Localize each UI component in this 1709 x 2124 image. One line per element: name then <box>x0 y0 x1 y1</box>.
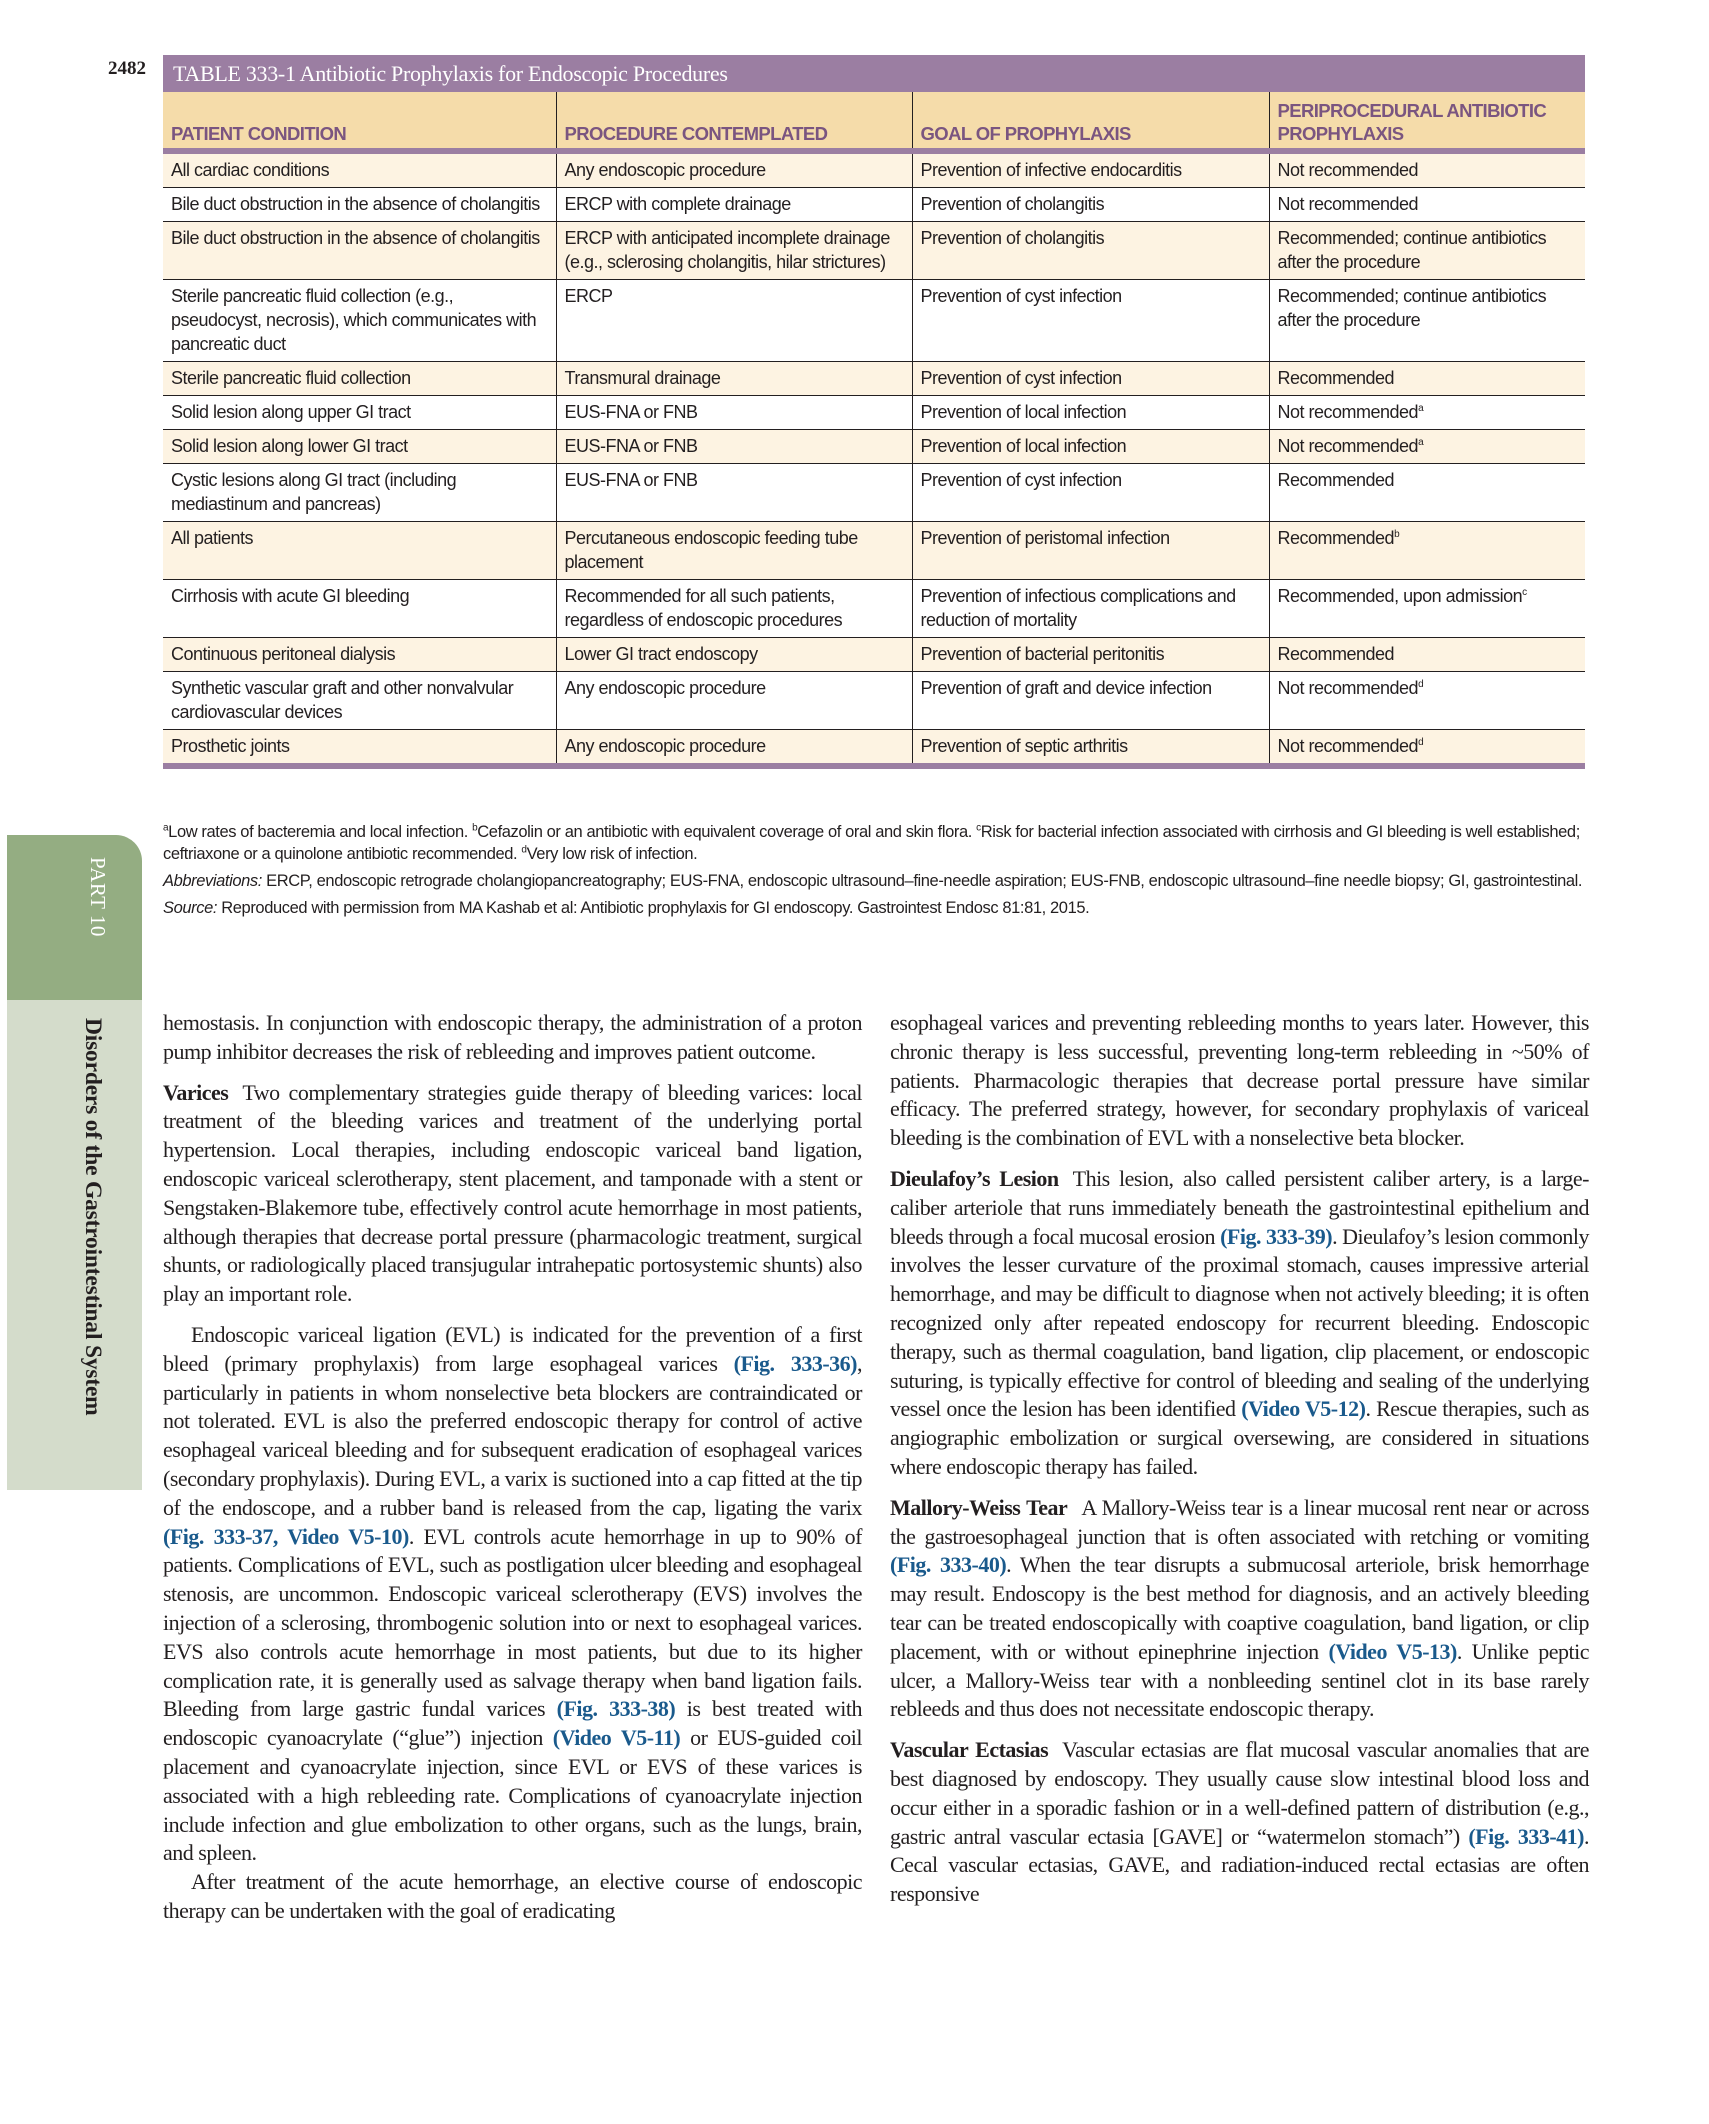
body-column-right <box>890 1009 1589 1921</box>
cell-condition: All patients <box>163 522 556 580</box>
table-row <box>163 730 1585 767</box>
table-row <box>163 522 1585 580</box>
footnote-mark: d <box>1418 679 1424 690</box>
cell-goal: Prevention of cyst infection <box>912 362 1269 396</box>
cell-condition: Solid lesion along upper GI tract <box>163 396 556 430</box>
cell-condition: Bile duct obstruction in the absence of cholangitis <box>163 188 556 222</box>
cell-prophylaxis: Not recommended$^a$ <box>1269 396 1585 430</box>
figure-link[interactable]: (Fig. 333-38) <box>556 1696 676 1722</box>
footnote-mark: c <box>1522 587 1527 598</box>
cell-goal: Prevention of infective endocarditis <box>912 151 1269 188</box>
cell-procedure: Any endoscopic procedure <box>556 672 912 730</box>
table-row <box>163 672 1585 730</box>
body-column-left <box>163 1009 862 1926</box>
video-link[interactable]: (Video V5-13) <box>1328 1638 1457 1664</box>
cell-prophylaxis: Not recommended$^d$ <box>1269 730 1585 767</box>
figure-link[interactable]: (Fig. 333-39) <box>1220 1223 1333 1249</box>
cell-goal: Prevention of local infection <box>912 396 1269 430</box>
antibiotic-prophylaxis-table <box>163 55 1585 769</box>
table-row <box>163 464 1585 522</box>
table-row <box>163 188 1585 222</box>
page-number: 2482 <box>108 58 146 79</box>
cell-condition: Sterile pancreatic fluid collection (e.g., pseudocyst, necrosis), which communicates with pancreatic duct <box>163 280 556 362</box>
table-row <box>163 222 1585 280</box>
paragraph-dieulafoy: Dieulafoy’s Lesion This lesion, also called persistent caliber artery, is a large-caliber arteriole that runs immediately beneath the gastrointestinal epithelium and bleeds through a focal mucosal erosion (Fig. 333-39). Dieulafoy’s lesion commonly involves the lesser curvature of the proximal stomach, causes impressive arterial hemorrhage, and may be difficult to diagnose when not actively bleeding; it is often recognized only after repeated endoscopy for recurrent bleeding. Endoscopic therapy, such as thermal coagulation, band ligation, clip placement, or endoscopic suturing, is typically effective for control of bleeding and sealing of the underlying vessel once the lesion has been identified (Video V5-12). Rescue therapies, such as angiographic embolization or surgical oversewing, are considered in situations where endoscopic therapy has failed. <box>890 1165 1589 1479</box>
cell-procedure: Transmural drainage <box>556 362 912 396</box>
table-row <box>163 430 1585 464</box>
figure-link[interactable]: (Fig. 333-41) <box>1468 1823 1585 1849</box>
figure-link[interactable]: (Fig. 333-40) <box>890 1552 1007 1578</box>
header-periprocedural-prophylaxis: PERIPROCEDURAL ANTIBIOTIC PROPHYLAXIS <box>1269 92 1585 151</box>
cell-procedure: Percutaneous endoscopic feeding tube placement <box>556 522 912 580</box>
cell-prophylaxis: Not recommended <box>1269 188 1585 222</box>
cell-condition: Sterile pancreatic fluid collection <box>163 362 556 396</box>
table-row <box>163 396 1585 430</box>
section-heading-dieulafoy: Dieulafoy’s Lesion <box>890 1165 1059 1191</box>
footnote-mark: a <box>1418 403 1424 414</box>
cell-procedure: EUS-FNA or FNB <box>556 430 912 464</box>
cell-prophylaxis: Recommended <box>1269 638 1585 672</box>
cell-condition: Bile duct obstruction in the absence of cholangitis <box>163 222 556 280</box>
section-label: Disorders of the Gastrointestinal System <box>80 1018 106 1416</box>
table-row <box>163 151 1585 188</box>
table-row <box>163 280 1585 362</box>
part-label: PART 10 <box>86 857 110 937</box>
cell-prophylaxis: Recommended, upon admission$^c$ <box>1269 580 1585 638</box>
cell-goal: Prevention of peristomal infection <box>912 522 1269 580</box>
figure-video-link[interactable]: (Fig. 333-37, Video V5-10) <box>163 1523 409 1549</box>
footnote-source: Source: Reproduced with permission from MA Kashab et al: Antibiotic prophylaxis for GI endoscopy. Gastrointest Endosc 81:81, 2015. <box>163 899 1090 917</box>
cell-procedure: ERCP with anticipated incomplete drainage (e.g., sclerosing cholangitis, hilar strictures) <box>556 222 912 280</box>
header-procedure-contemplated: PROCEDURE CONTEMPLATED <box>556 92 912 151</box>
cell-goal: Prevention of cyst infection <box>912 464 1269 522</box>
cell-prophylaxis: Recommended <box>1269 464 1585 522</box>
cell-goal: Prevention of cyst infection <box>912 280 1269 362</box>
cell-prophylaxis: Recommended; continue antibiotics after the procedure <box>1269 222 1585 280</box>
section-heading-varices: Varices <box>163 1079 229 1105</box>
cell-goal: Prevention of septic arthritis <box>912 730 1269 767</box>
paragraph-mallory-weiss: Mallory-Weiss Tear A Mallory-Weiss tear is a linear mucosal rent near or across the gastroesophageal junction that is often associated with retching or vomiting (Fig. 333-40). When the tear disrupts a submucosal arteriole, brisk hemorrhage may result. Endoscopy is the best method for diagnosis, and an actively bleeding tear can be treated endoscopically with coaptive coagulation, band ligation, or clip placement, with or without epinephrine injection (Video V5-13). Unlike peptic ulcer, a Mallory-Weiss tear with a nonbleeding sentinel clot in its base rarely rebleeds and thus does not necessitate endoscopic therapy. <box>890 1494 1590 1722</box>
cell-condition: All cardiac conditions <box>163 151 556 188</box>
part-side-tab <box>7 835 142 1490</box>
paragraph-vascular-ectasias: Vascular Ectasias Vascular ectasias are flat mucosal vascular anomalies that are best diagnosed by endoscopy. They usually cause slow intestinal blood loss and occur either in a sporadic fashion or in a well-defined pattern of distribution (e.g., gastric antral vascular ectasia [GAVE] or “watermelon stomach”) (Fig. 333-41). Cecal vascular ectasias, GAVE, and radiation-induced rectal ectasias are often responsive <box>890 1737 1590 1907</box>
cell-condition: Cystic lesions along GI tract (including mediastinum and pancreas) <box>163 464 556 522</box>
header-goal-of-prophylaxis: GOAL OF PROPHYLAXIS <box>912 92 1269 151</box>
table-title: TABLE 333-1 Antibiotic Prophylaxis for Endoscopic Procedures <box>163 55 1585 92</box>
cell-procedure: Recommended for all such patients, regardless of endoscopic procedures <box>556 580 912 638</box>
section-heading-mallory-weiss: Mallory-Weiss Tear <box>890 1494 1068 1520</box>
footnote-mark: b <box>1394 529 1400 540</box>
cell-goal: Prevention of bacterial peritonitis <box>912 638 1269 672</box>
prophylaxis-table-grid <box>163 92 1585 769</box>
table-row <box>163 362 1585 396</box>
part-label-block <box>7 835 142 1000</box>
cell-goal: Prevention of graft and device infection <box>912 672 1269 730</box>
video-link[interactable]: (Video V5-11) <box>552 1725 681 1751</box>
cell-procedure: EUS-FNA or FNB <box>556 396 912 430</box>
header-patient-condition: PATIENT CONDITION <box>163 92 556 151</box>
cell-procedure: Any endoscopic procedure <box>556 151 912 188</box>
footnote-abbreviations: Abbreviations: ERCP, endoscopic retrograde cholangiopancreatography; EUS-FNA, endoscopic ultrasound–fine-needle aspiration; EUS-FNB, endoscopic ultrasound–fine needle biopsy; GI, gastrointestinal. <box>163 872 1583 890</box>
table-header-row <box>163 92 1585 151</box>
paragraph: After treatment of the acute hemorrhage, an elective course of endoscopic therapy can be undertaken with the goal of eradicating <box>163 1869 862 1923</box>
cell-goal: Prevention of cholangitis <box>912 188 1269 222</box>
cell-condition: Cirrhosis with acute GI bleeding <box>163 580 556 638</box>
cell-prophylaxis: Recommended <box>1269 362 1585 396</box>
paragraph: esophageal varices and preventing rebleeding months to years later. However, this chronic therapy is less successful, preventing long-term rebleeding in ~50% of patients. Pharmacologic therapies that decrease portal pressure have similar efficacy. The preferred strategy, however, for secondary prophylaxis of variceal bleeding is the combination of EVL with a nonselective beta blocker. <box>890 1010 1589 1151</box>
section-heading-vascular-ectasias: Vascular Ectasias <box>890 1737 1049 1763</box>
table-row <box>163 638 1585 672</box>
table-row <box>163 580 1585 638</box>
cell-goal: Prevention of cholangitis <box>912 222 1269 280</box>
paragraph: hemostasis. In conjunction with endoscopic therapy, the administration of a proton pump inhibitor decreases the risk of rebleeding and improves patient outcome. <box>163 1010 862 1064</box>
cell-prophylaxis: Recommended; continue antibiotics after the procedure <box>1269 280 1585 362</box>
cell-condition: Solid lesion along lower GI tract <box>163 430 556 464</box>
cell-prophylaxis: Not recommended$^a$ <box>1269 430 1585 464</box>
footnote-mark: a <box>1418 437 1424 448</box>
footnote-notes: $^a$Low rates of bacteremia and local infection. $^b$Cefazolin or an antibiotic with equivalent coverage of oral and skin flora. $^c$Risk for bacterial infection associated with cirrhosis and GI bleeding is well established; ceftriaxone or a quinolone antibiotic recommended. $^d$Very low risk of infection. <box>163 822 1580 863</box>
video-link[interactable]: (Video V5-12) <box>1241 1396 1366 1422</box>
cell-goal: Prevention of infectious complications and reduction of mortality <box>912 580 1269 638</box>
cell-procedure: Any endoscopic procedure <box>556 730 912 767</box>
cell-procedure: ERCP with complete drainage <box>556 188 912 222</box>
cell-prophylaxis: Not recommended$^d$ <box>1269 672 1585 730</box>
cell-prophylaxis: Not recommended <box>1269 151 1585 188</box>
section-label-block <box>7 1000 142 1490</box>
cell-procedure: ERCP <box>556 280 912 362</box>
paragraph-evl: Endoscopic variceal ligation (EVL) is indicated for the prevention of a first bleed (primary prophylaxis) from large esophageal varices (Fig. 333-36), particularly in patients in whom nonselective beta blockers are contraindicated or not tolerated. EVL is also the preferred endoscopic therapy for control of active esophageal variceal bleeding and for subsequent eradication of esophageal varices (secondary prophylaxis). During EVL, a varix is suctioned into a cap fitted at the tip of the endoscope, and a rubber band is released from the cap, ligating the varix (Fig. 333-37, Video V5-10). EVL controls acute hemorrhage in up to 90% of patients. Complications of EVL, such as postligation ulcer bleeding and esophageal stenosis, are uncommon. Endoscopic variceal sclerotherapy (EVS) involves the injection of a sclerosing, thrombogenic solution into or next to esophageal varices. EVS also controls acute hemorrhage in most patients, but due to its higher complication rate, it is generally used as salvage therapy when band ligation fails. Bleeding from large gastric fundal varices (Fig. 333-38) is best treated with endoscopic cyanoacrylate (“glue”) injection (Video V5-11) or EUS-guided coil placement and cyanoacrylate injection, since EVL or EVS of these varices is associated with a high rebleeding rate. Complications of cyanoacrylate injection include infection and glue embolization to other organs, such as the lungs, brain, and spleen. <box>163 1321 862 1866</box>
cell-prophylaxis: Recommended$^b$ <box>1269 522 1585 580</box>
paragraph-varices: Varices Two complementary strategies guide therapy of bleeding varices: local treatment of the bleeding varices and treatment of the underlying portal hypertension. Local therapies, including endoscopic variceal band ligation, endoscopic variceal sclerotherapy, stent placement, and tamponade with a stent or Sengstaken-Blakemore tube, effectively control acute hemorrhage in most patients, although therapies that decrease portal pressure (pharmacologic treatment, surgical shunts, or radiologically placed transjugular intrahepatic portosystemic shunts) also play an important role. <box>163 1079 862 1307</box>
footnote-mark: d <box>1418 737 1424 748</box>
cell-condition: Prosthetic joints <box>163 730 556 767</box>
cell-procedure: Lower GI tract endoscopy <box>556 638 912 672</box>
cell-condition: Continuous peritoneal dialysis <box>163 638 556 672</box>
cell-procedure: EUS-FNA or FNB <box>556 464 912 522</box>
table-footnotes <box>163 821 1588 924</box>
cell-condition: Synthetic vascular graft and other nonvalvular cardiovascular devices <box>163 672 556 730</box>
cell-goal: Prevention of local infection <box>912 430 1269 464</box>
figure-link[interactable]: (Fig. 333-36) <box>733 1350 857 1376</box>
